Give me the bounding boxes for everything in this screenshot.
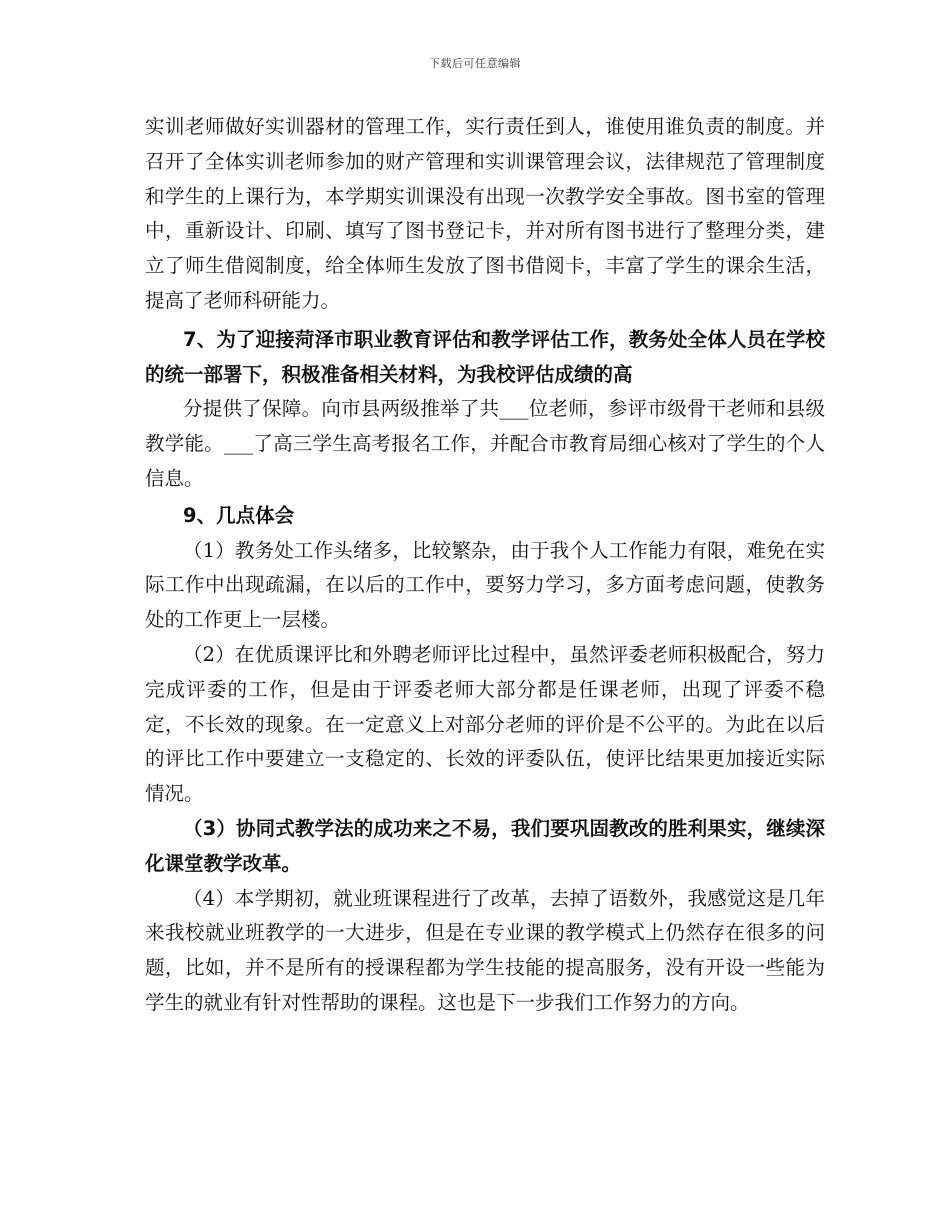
reflection-item-1: （1）教务处工作头绪多，比较繁杂，由于我个人工作能力有限，难免在实际工作中出现疏漏，在以后的工作中，要努力学习，多方面考虑问题，使教务处的工作更上一层楼。: [145, 538, 825, 632]
reflection-item-3: （3）协同式教学法的成功来之不易，我们要巩固教改的胜利果实，继续深化课堂教学改革。: [145, 816, 825, 875]
page-header-note: 下载后可任意编辑: [429, 57, 521, 70]
paragraph-equipment-library: 实训老师做好实训器材的管理工作，实行责任到人，谁使用谁负责的制度。并召开了全体实训老师参加的财产管理和实训课管理会议，法律规范了管理制度和学生的上课行为，本学期实训课没有出现一次教学安全事故。图书室的管理中，重新设计、印刷、填写了图书登记卡，并对所有图书进行了整理分类，建立了师生借阅制度，给全体师生发放了图书借阅卡，丰富了学生的课余生活，提高了老师科研能力。: [145, 115, 825, 312]
paragraph-evaluation: 分提供了保障。向市县两级推举了共___位老师，参评市级骨干老师和县级教学能。___了高三学生高考报名工作，并配合市教育局细心核对了学生的个人信息。: [145, 397, 825, 490]
heading-item-9: 9、几点体会: [183, 503, 295, 527]
heading-item-7: 7、为了迎接菏泽市职业教育评估和教学评估工作，教务处全体人员在学校的统一部署下，积极准备相关材料，为我校评估成绩的高: [145, 327, 825, 386]
reflection-item-2: （2）在优质课评比和外聘老师评比过程中，虽然评委老师积极配合，努力完成评委的工作，但是由于评委老师大部分都是任课老师，出现了评委不稳定，不长效的现象。在一定意义上对部分老师的评价是不公平的。为此在以后的评比工作中要建立一支稳定的、长效的评委队伍，使评比结果更加接近实际情况。: [145, 642, 825, 806]
reflection-item-4: （4）本学期初，就业班课程进行了改革，去掉了语数外，我感觉这是几年来我校就业班教学的一大进步，但是在专业课的教学模式上仍然存在很多的问题，比如，并不是所有的授课程都为学生技能的提高服务，没有开设一些能为学生的就业有针对性帮助的课程。这也是下一步我们工作努力的方向。: [145, 886, 825, 1014]
document-body: [145, 110, 825, 1021]
